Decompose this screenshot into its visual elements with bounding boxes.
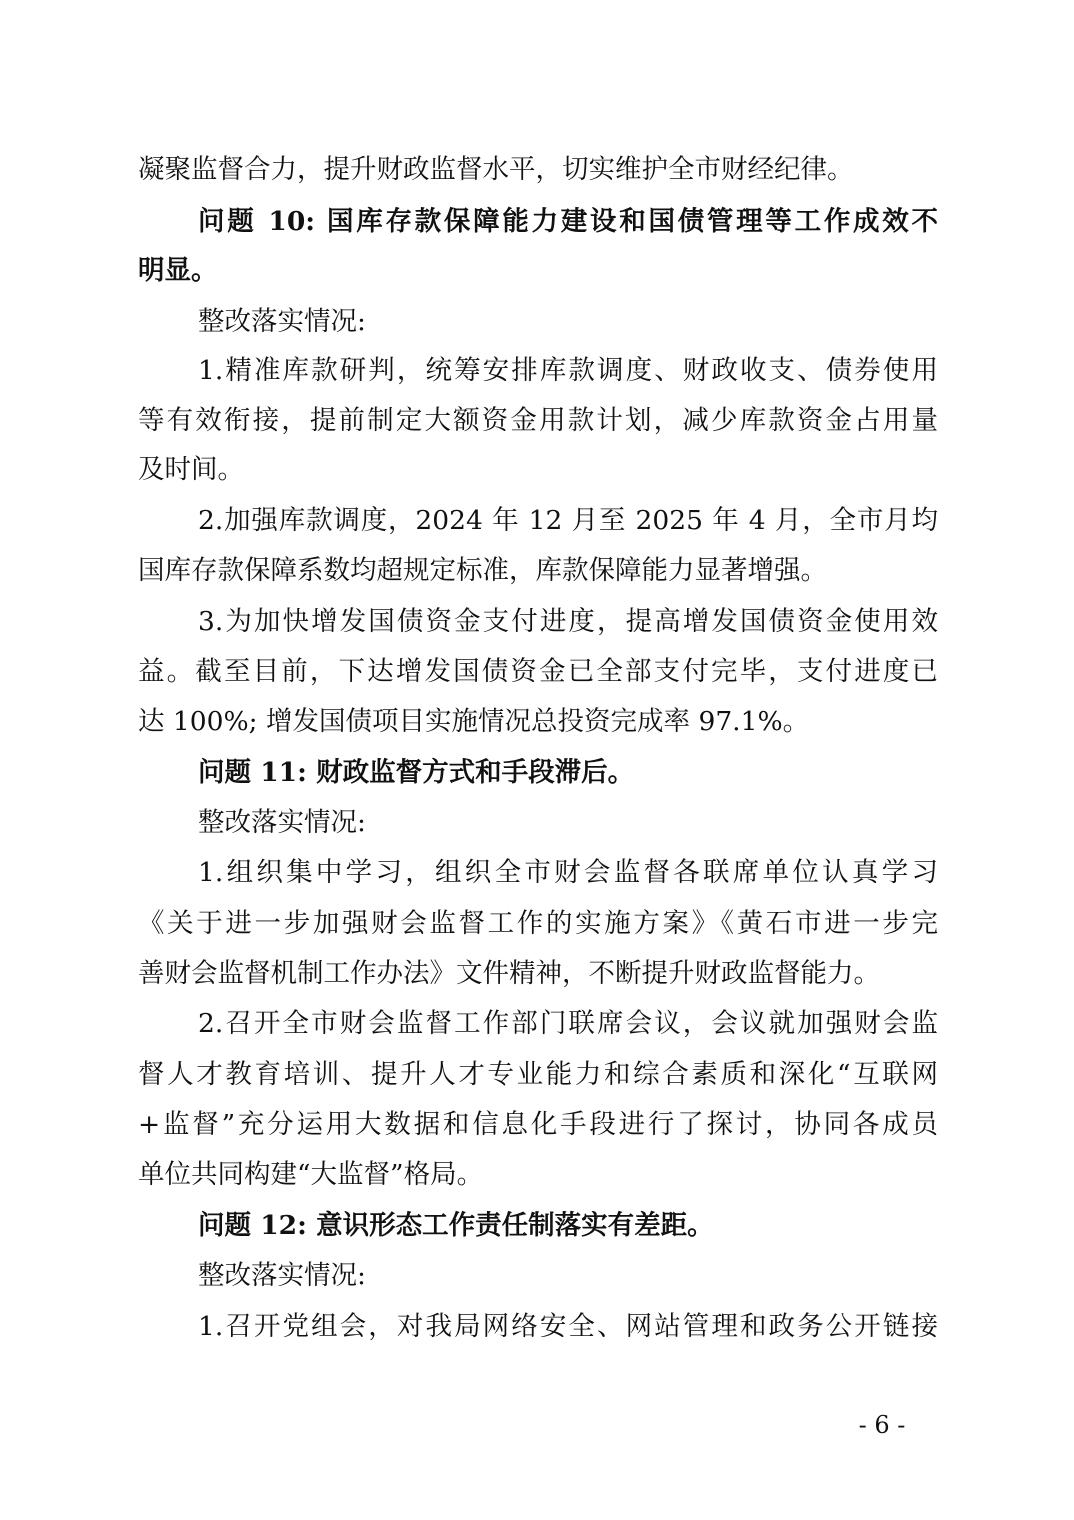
body-text-line: 1.精准库款研判，统筹安排库款调度、财政收支、债券使用	[198, 355, 938, 386]
body-text-line: 益。截至目前，下达增发国债资金已全部支付完毕，支付进度已	[138, 656, 938, 687]
rectification-label: 整改落实情况:	[198, 1260, 366, 1291]
page-number: - 6 -	[858, 1411, 906, 1439]
issue-10-heading-cont: 明显。	[138, 255, 218, 286]
rectification-label: 整改落实情况:	[198, 807, 366, 838]
body-text-line: 及时间。	[138, 454, 244, 485]
body-text-line: 单位共同构建“大监督”格局。	[138, 1159, 484, 1190]
body-text-line: 督人才教育培训、提升人才专业能力和综合素质和深化“互联网	[138, 1059, 938, 1090]
body-text-line: 凝聚监督合力，提升财政监督水平，切实维护全市财经纪律。	[138, 154, 854, 185]
body-text-line: 2.召开全市财会监督工作部门联席会议，会议就加强财会监	[198, 1008, 938, 1039]
issue-12-heading: 问题 12: 意识形态工作责任制落实有差距。	[198, 1210, 714, 1241]
body-text-line: 1.组织集中学习，组织全市财会监督各联席单位认真学习	[198, 857, 938, 888]
rectification-label: 整改落实情况:	[198, 306, 366, 337]
body-text-line: 1.召开党组会，对我局网络安全、网站管理和政务公开链接	[198, 1311, 938, 1342]
issue-11-heading: 问题 11: 财政监督方式和手段滞后。	[198, 757, 635, 788]
body-text-line: 达 100%; 增发国债项目实施情况总投资完成率 97.1%。	[138, 706, 810, 737]
body-text-line: 国库存款保障系数均超规定标准，库款保障能力显著增强。	[138, 555, 827, 586]
body-text-line: +监督”充分运用大数据和信息化手段进行了探讨，协同各成员	[138, 1109, 938, 1140]
body-text-line: 3.为加快增发国债资金支付进度，提高增发国债资金使用效	[198, 606, 938, 637]
body-text-line: 等有效衔接，提前制定大额资金用款计划，减少库款资金占用量	[138, 405, 938, 436]
body-text-line: 善财会监督机制工作办法》文件精神，不断提升财政监督能力。	[138, 958, 880, 989]
body-text-line: 2.加强库款调度，2024 年 12 月至 2025 年 4 月，全市月均	[198, 505, 938, 536]
issue-10-heading: 问题 10: 国库存款保障能力建设和国债管理等工作成效不	[198, 206, 938, 237]
body-text-line: 《关于进一步加强财会监督工作的实施方案》《黄石市进一步完	[138, 908, 938, 939]
